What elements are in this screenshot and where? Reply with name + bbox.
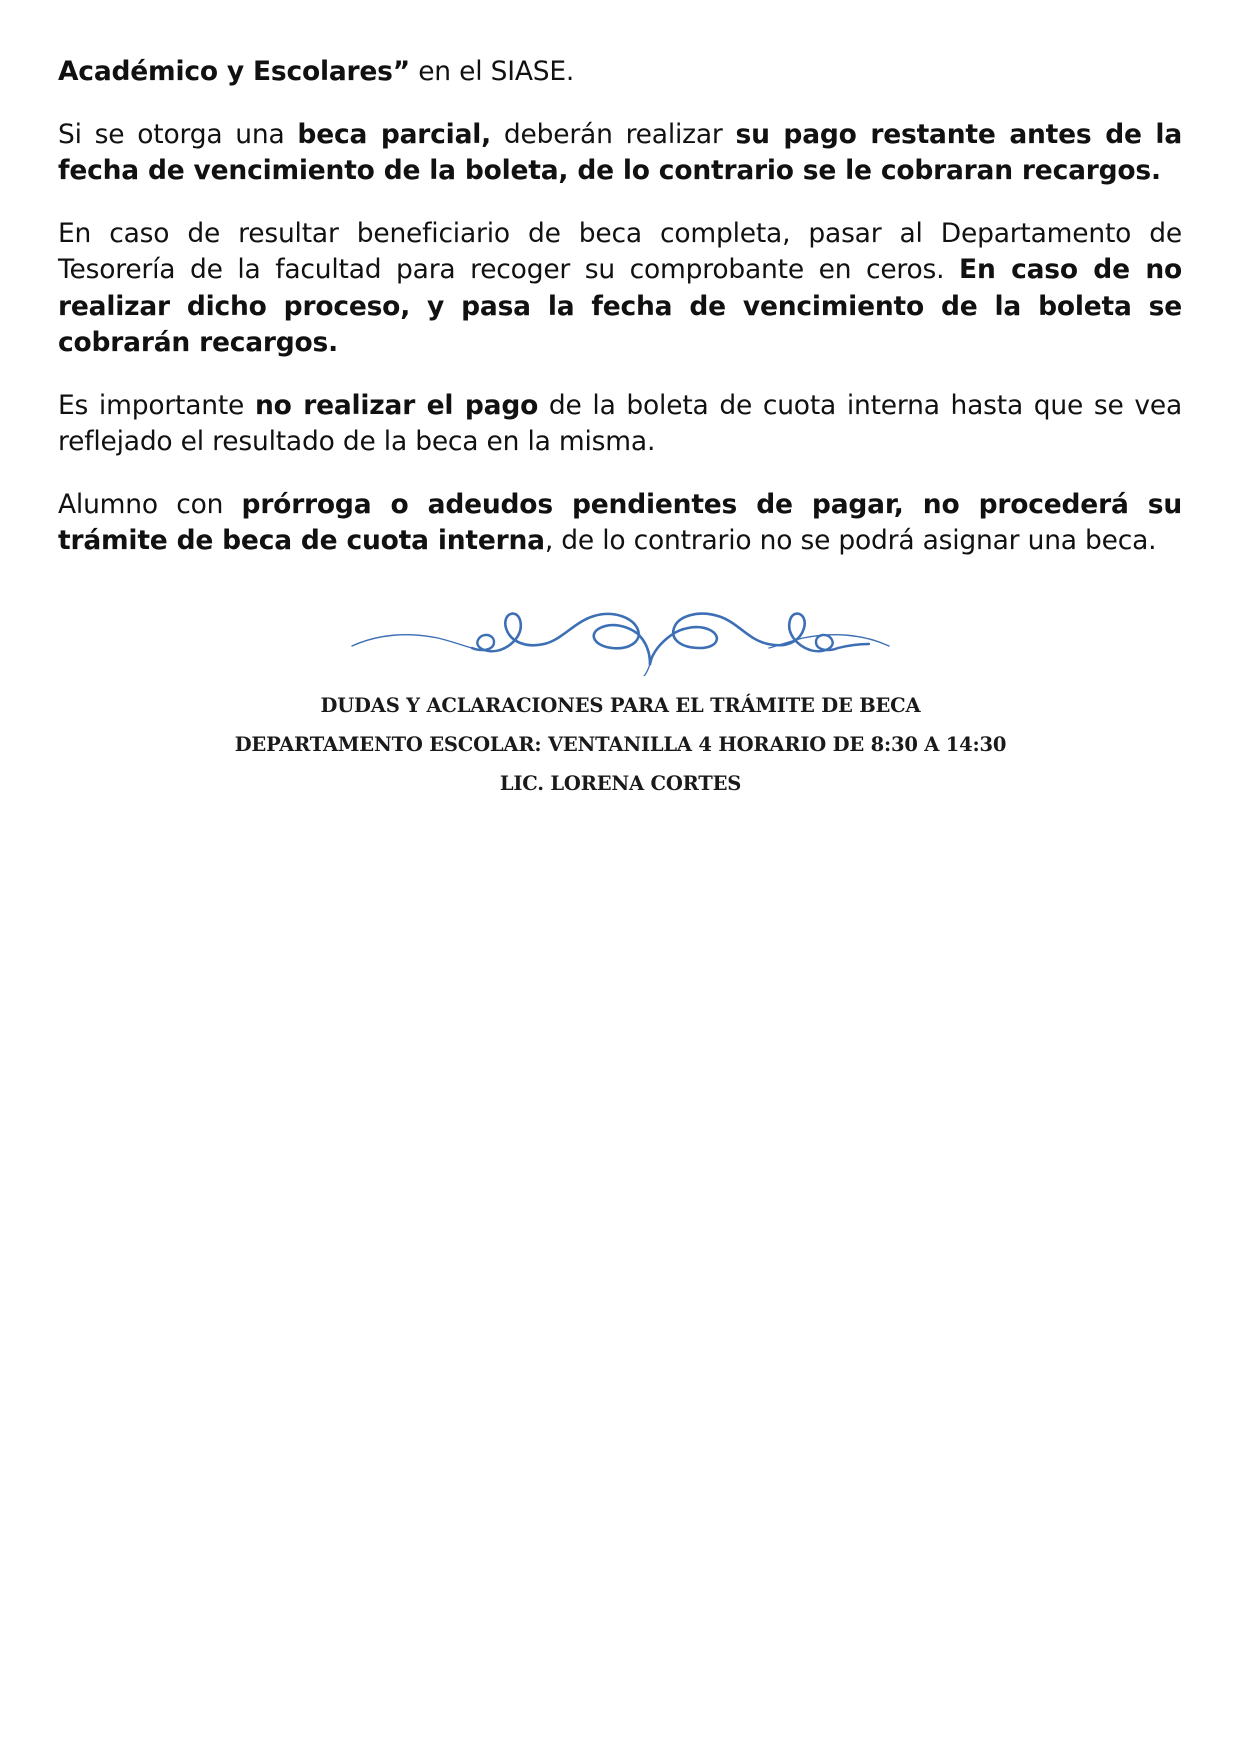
text-run: Si se otorga una (58, 118, 298, 150)
text-run: de la boleta de cuota interna hasta que se vea reflejado el resultado de la beca en la misma. (58, 389, 1183, 457)
bold-text-run: Académico y Escolares” (58, 56, 410, 87)
text-run: Alumno con (58, 488, 242, 520)
text-run: En caso de resultar beneficiario de beca completa, pasar al Departamento de Tesorería de la facultad para recoger su comprobante en ceros. (58, 217, 1182, 285)
body-text (58, 54, 1182, 586)
paragraph-siase (58, 54, 1182, 91)
contact-info (0, 686, 1241, 803)
text-run: Es importante (58, 389, 255, 421)
bold-text-run: no realizar el pago (254, 389, 539, 421)
text-run: , de lo contrario no se podrá asignar una beca. (544, 525, 1157, 556)
bold-text-run: prórroga o adeudos pendientes de pagar, no procederá su trámite de beca de cuota interna (58, 488, 1182, 556)
paragraph-beca-completa (58, 216, 1182, 362)
text-run: deberán realizar (491, 118, 736, 150)
bold-text-run: su pago restante antes de la fecha de vencimiento de la boleta, de lo contrario se le cobraran recargos. (58, 118, 1182, 186)
paragraph-beca-parcial (58, 117, 1182, 190)
bold-text-run: beca parcial, (297, 118, 491, 150)
bold-text-run: En caso de no realizar dicho proceso, y pasa la fecha de vencimiento de la boleta se cobrarán recargos. (58, 254, 1182, 358)
contact-person: LIC. LORENA CORTES (499, 772, 742, 795)
paragraph-no-realizar-pago (58, 388, 1182, 461)
paragraph-prorroga-adeudos (58, 487, 1182, 560)
contact-heading: DUDAS Y ACLARACIONES PARA EL TRÁMITE DE BECA (320, 694, 921, 717)
contact-office-hours: DEPARTAMENTO ESCOLAR: VENTANILLA 4 HORARIO DE 8:30 A 14:30 (234, 733, 1007, 756)
text-run: en el SIASE. (409, 56, 575, 87)
decorative-flourish-icon (348, 598, 893, 676)
